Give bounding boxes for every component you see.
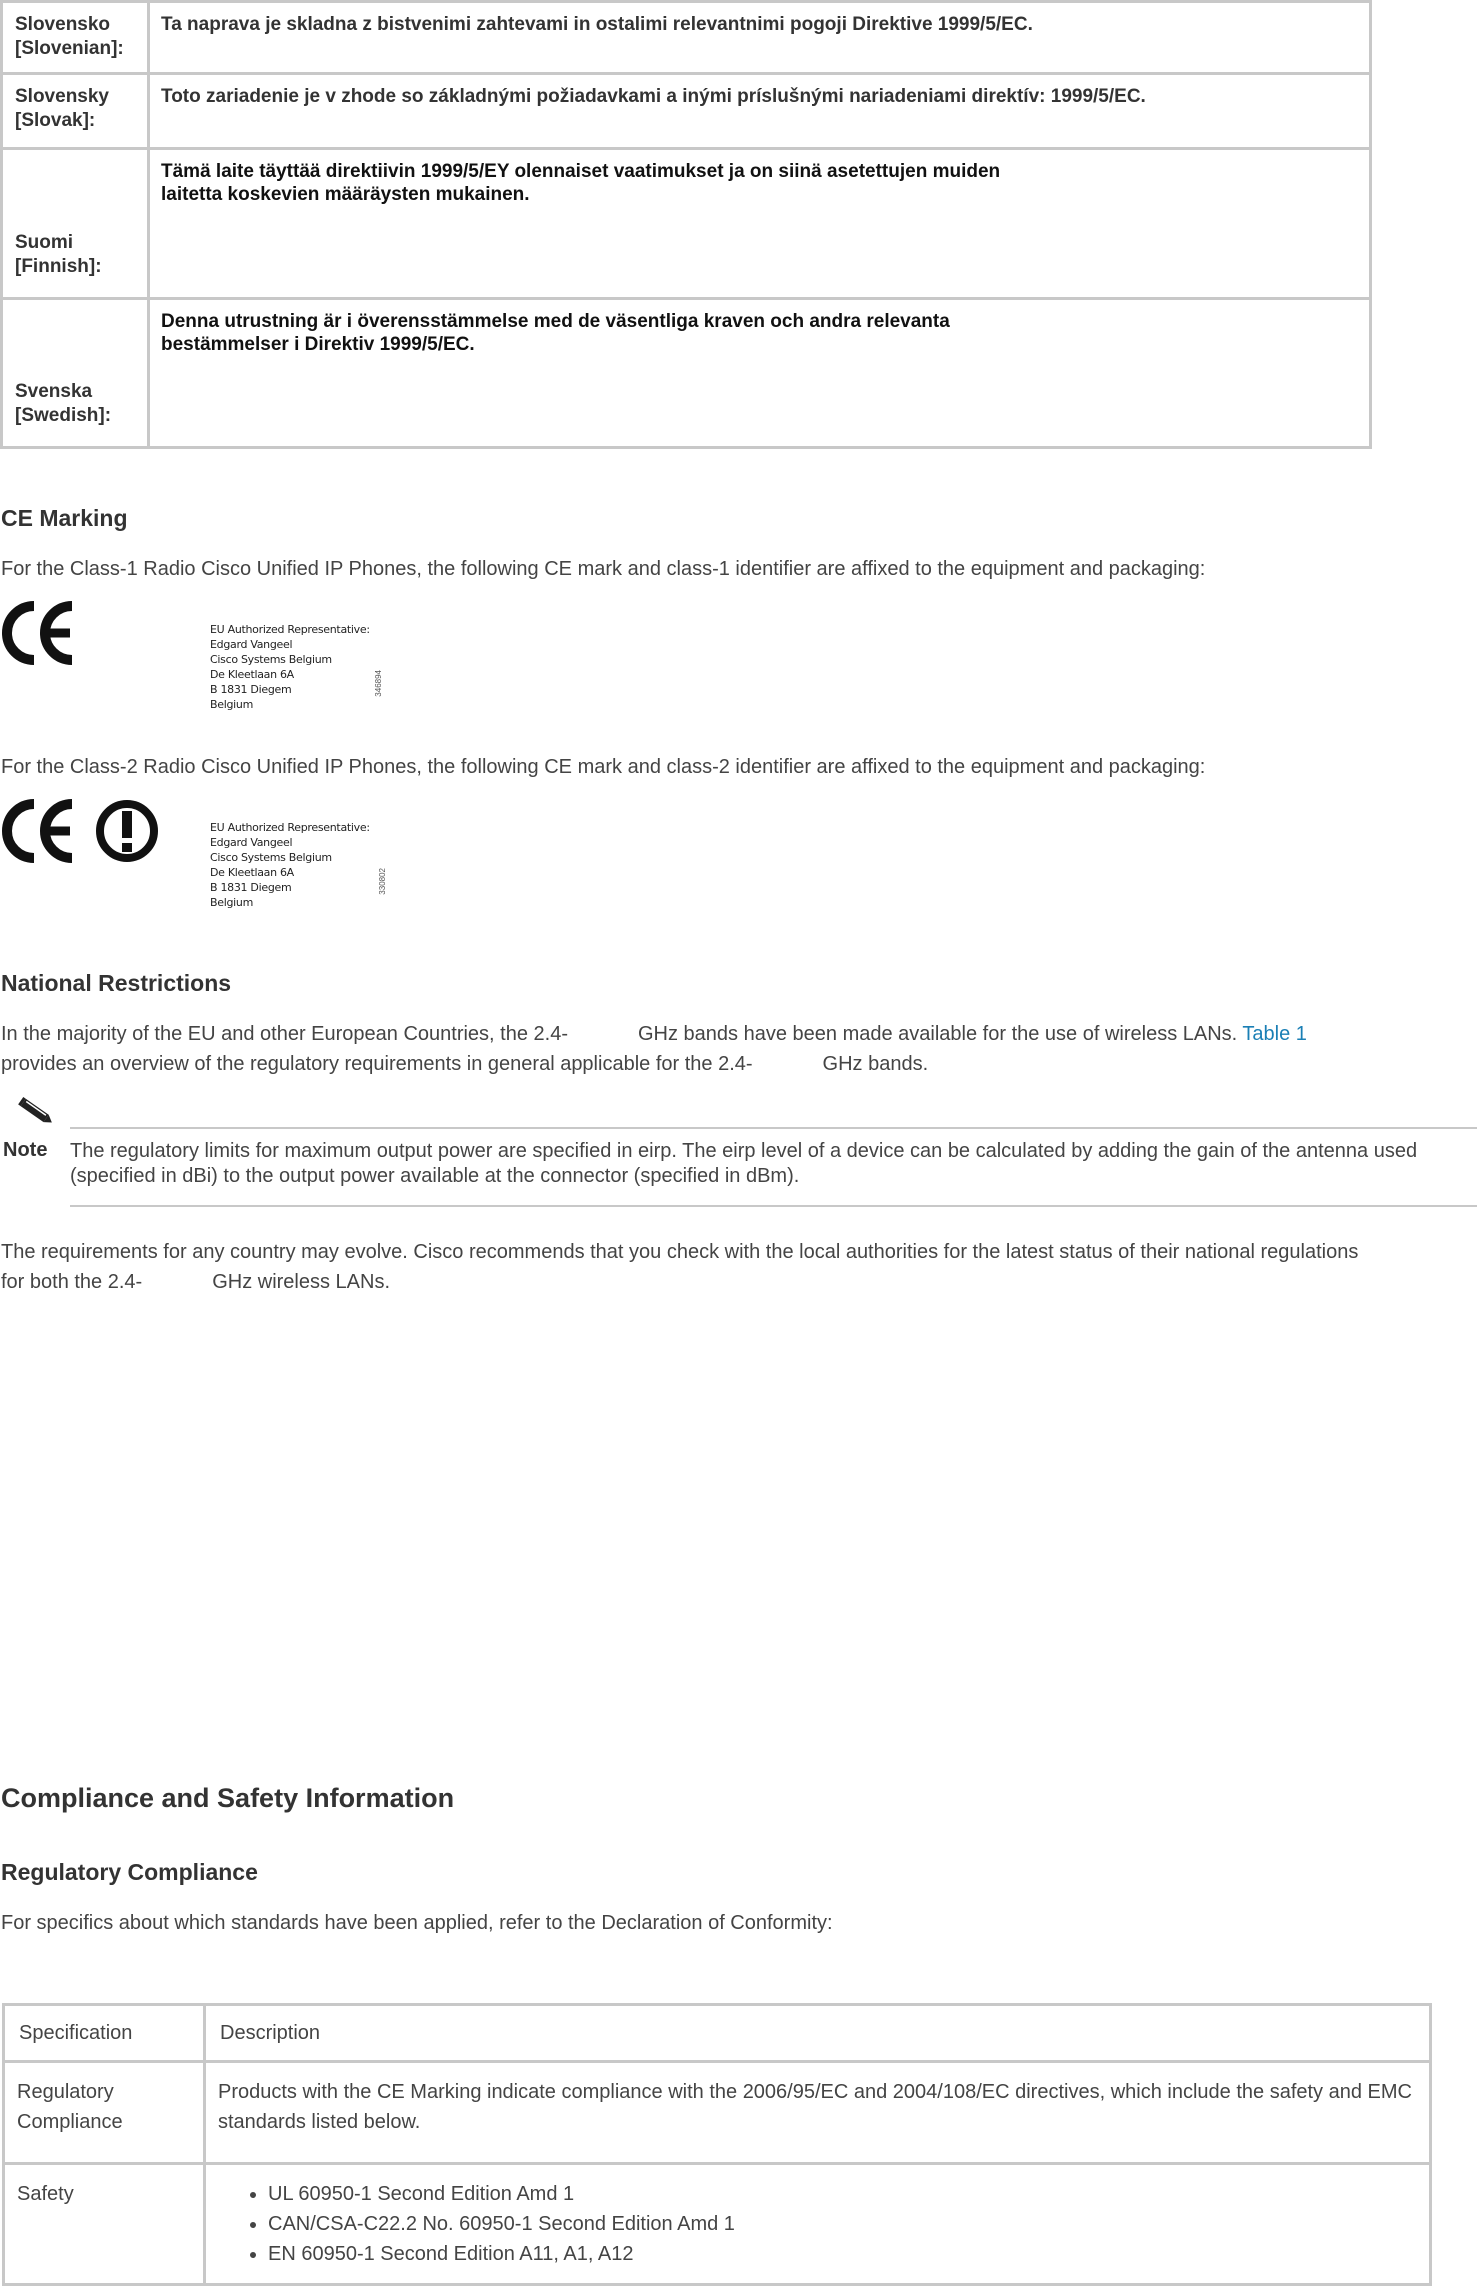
- class2-ce-label: [0, 796, 420, 926]
- regulatory-compliance-heading: Regulatory Compliance: [1, 1859, 258, 1885]
- class2-description: For the Class-2 Radio Cisco Unified IP Phones, the following CE mark and class-2 identifier are affixed to the equipment and packaging:: [1, 756, 1206, 778]
- list-item: • UL 60950-1 Second Edition Amd 1: [268, 2179, 1417, 2209]
- standards-list: [218, 2179, 1417, 2269]
- compliance-heading: Compliance and Safety Information: [1, 1783, 455, 1813]
- note-text: The regulatory limits for maximum output power are specified in eirp. The eirp level of a device can be calculated by adding the gain of the antenna used (specified in dBi) to the output power available at the connector (specified in dBm).: [70, 1140, 1418, 1187]
- declaration-line: Denna utrustning är i överensstämmelse med de väsentliga kraven och andra relevanta: [161, 311, 950, 332]
- description-cell: [205, 2164, 1431, 2285]
- table-row: [4, 2062, 1431, 2164]
- divider: [70, 1205, 1477, 1207]
- column-header-description: Description: [205, 2005, 1431, 2062]
- declaration-cell: [149, 2, 1371, 74]
- language-declarations-table: [0, 0, 1372, 449]
- ce-mark-alert-icon: [0, 796, 165, 866]
- ce-marking-heading: CE Marking: [1, 505, 128, 531]
- declaration-line: bestämmelser i Direktiv 1999/5/EC.: [161, 334, 475, 355]
- list-item: • CAN/CSA-C22.2 No. 60950-1 Second Edition Amd 1: [268, 2209, 1417, 2239]
- language-cell: [2, 299, 149, 448]
- spec-cell: Safety: [4, 2164, 205, 2285]
- national-paragraph-1: In the majority of the EU and other European Countries, the 2.4- GHz bands have been made available for the use of wireless LANs. Table 1 provides an overview of the regulatory requirements in general applicable for the 2.4- GHz bands.: [1, 1023, 1307, 1075]
- language-label: Svenska [Swedish]:: [15, 381, 112, 426]
- national-paragraph-2: The requirements for any country may evolve. Cisco recommends that you check with the local authorities for the latest status of their national regulations for both the 2.4- GHz wireless LANs.: [1, 1241, 1359, 1293]
- specification-table: [2, 2003, 1432, 2286]
- language-label: Slovensky [Slovak]:: [15, 86, 109, 131]
- declaration-line: laitetta koskevien määräysten mukainen.: [161, 184, 530, 205]
- compliance-intro: For specifics about which standards have been applied, refer to the Declaration of Conformity:: [1, 1912, 833, 1934]
- list-item: • EN 60950-1 Second Edition A11, A1, A12: [268, 2239, 1417, 2269]
- note-block: [0, 1095, 1477, 1215]
- language-cell: [2, 149, 149, 299]
- language-cell: [2, 2, 149, 74]
- national-restrictions-heading: National Restrictions: [1, 970, 232, 996]
- note-label: Note: [3, 1139, 48, 1161]
- language-label: Slovensko [Slovenian]:: [15, 14, 124, 59]
- eu-representative-text: EU Authorized Representative: Edgard Vangeel Cisco Systems Belgium De Kleetlaan 6A B 1831 Diegem Belgium: [210, 623, 370, 711]
- class1-description: For the Class-1 Radio Cisco Unified IP Phones, the following CE mark and class-1 identifier are affixed to the equipment and packaging:: [1, 558, 1206, 580]
- divider: [70, 1127, 1477, 1129]
- class1-ce-label: [0, 598, 420, 728]
- spec-cell: Regulatory Compliance: [4, 2062, 205, 2164]
- declaration-cell: [149, 299, 1371, 448]
- description-cell: Products with the CE Marking indicate compliance with the 2006/95/EC and 2004/108/EC directives, which include the safety and EMC standards listed below.: [205, 2062, 1431, 2164]
- declaration-text: Ta naprava je skladna z bistvenimi zahtevami in ostalimi relevantnimi pogoji Direktive 1999/5/EC.: [161, 14, 1033, 35]
- table-row: [2, 74, 1371, 149]
- table-row: [2, 149, 1371, 299]
- declaration-image-text: [161, 160, 1358, 206]
- declaration-cell: [149, 74, 1371, 149]
- table-header-row: [4, 2005, 1431, 2062]
- language-cell: [2, 74, 149, 149]
- eu-representative-text: EU Authorized Representative: Edgard Vangeel Cisco Systems Belgium De Kleetlaan 6A B 1831 Diegem Belgium: [210, 821, 370, 909]
- ce-mark-icon: [0, 598, 80, 668]
- declaration-image-text: [161, 310, 1358, 356]
- figure-id: 346894: [374, 670, 383, 697]
- table-row: [4, 2164, 1431, 2285]
- table-1-link[interactable]: Table 1: [1242, 1023, 1307, 1045]
- pencil-note-icon: [16, 1095, 56, 1129]
- column-header-specification: Specification: [4, 2005, 205, 2062]
- declaration-text: Toto zariadenie je v zhode so základnými požiadavkami a inými príslušnými nariadeniami direktív: 1999/5/EC.: [161, 86, 1146, 107]
- declaration-cell: [149, 149, 1371, 299]
- declaration-line: Tämä laite täyttää direktiivin 1999/5/EY olennaiset vaatimukset ja on siinä asetettujen muiden: [161, 161, 1001, 182]
- table-row: [2, 2, 1371, 74]
- language-label: Suomi [Finnish]:: [15, 232, 102, 277]
- figure-id: 330802: [378, 868, 387, 895]
- table-row: [2, 299, 1371, 448]
